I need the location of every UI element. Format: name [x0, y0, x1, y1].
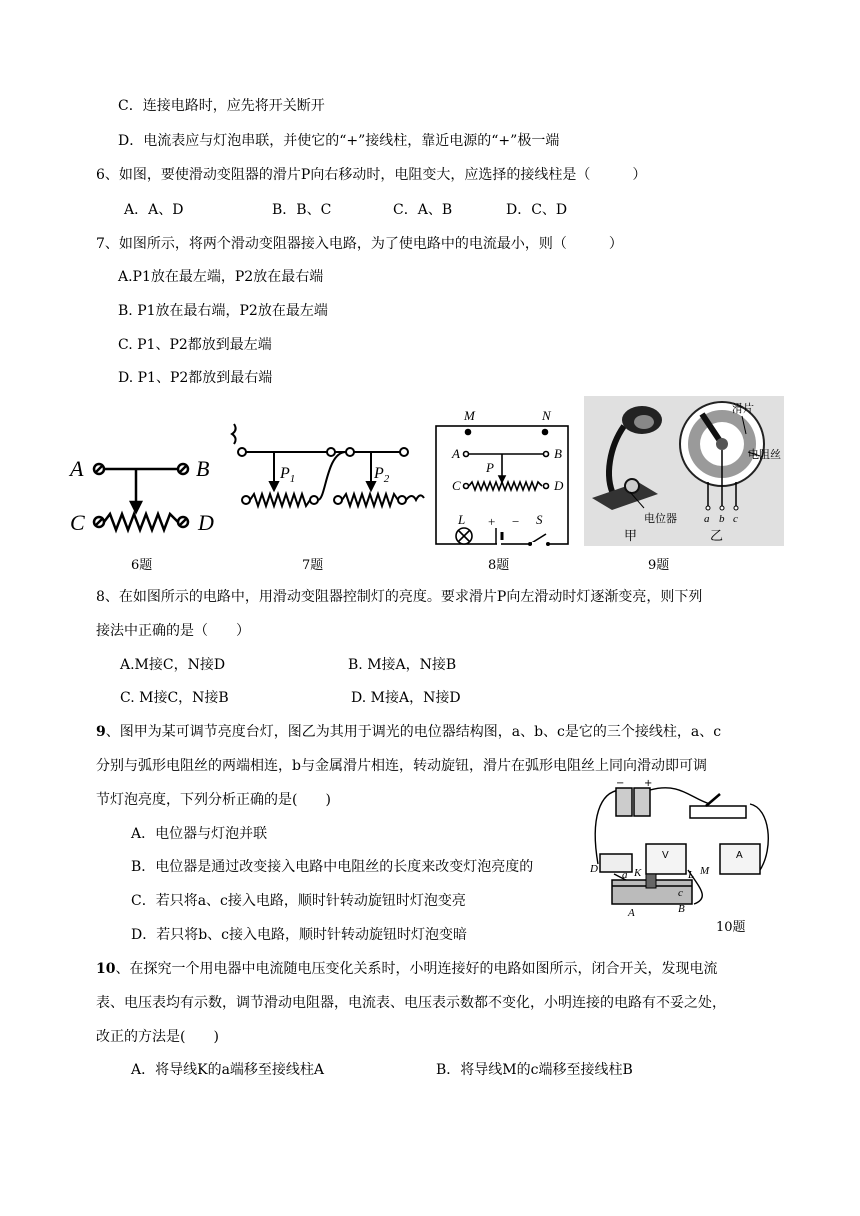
f6-label-d: D [198, 510, 214, 535]
caption-figure-10: 10题 [716, 920, 746, 935]
q7-option-d: D. P1、P2都放到最右端 [118, 370, 273, 386]
figure-9-potentiometer [584, 396, 784, 546]
f10-label-b: B [678, 903, 685, 915]
ammeter [720, 844, 760, 874]
q6-option-d: D．C、D [506, 202, 568, 218]
f10-battery-plus: + [644, 778, 653, 789]
f10-label-d: D [590, 863, 598, 875]
f7-label-p1: $P_1$ [280, 465, 296, 485]
q9-stem-line3: 节灯泡亮度，下列分析正确的是( ) [96, 792, 331, 808]
q7-option-b: B. P1放在最右端，P2放在最左端 [118, 303, 328, 319]
q9-stem-line2: 分别与弧形电阻丝的两端相连，b与金属滑片相连，转动旋钮，滑片在弧形电阻丝上同向滑动即可调 [96, 758, 707, 774]
f9-label-yi: 乙 [710, 529, 724, 544]
q8-stem-line1: 8、在如图所示的电路中，用滑动变阻器控制灯的亮度。要求滑片P向左滑动时灯逐渐变亮，则下列 [96, 589, 703, 605]
f9-label-wire: 电阻丝 [748, 448, 781, 461]
switch [690, 794, 746, 818]
q9-option-a: A．电位器与灯泡并联 [131, 826, 268, 842]
f8-label-m: M [464, 408, 475, 423]
q10-stem-line2: 表、电压表均有示数，调节滑动电阻器，电流表、电压表示数都不变化，小明连接的电路有不妥之处， [96, 995, 726, 1011]
figure-7-two-rheostats [228, 420, 428, 515]
q9-option-d: D．若只将b、c接入电路，顺时针转动旋钮时灯泡变暗 [131, 927, 468, 943]
q8-option-a: A.M接C，N接D [120, 657, 226, 673]
q8-option-b: B. M接A，N接B [348, 657, 457, 673]
f9-label-jia: 甲 [624, 529, 638, 544]
figure-6-rheostat [66, 430, 226, 540]
f6-label-c: C [70, 510, 85, 535]
f8-label-d: D [554, 478, 564, 493]
q10-option-b: B．将导线M的c端移至接线柱B [436, 1062, 633, 1078]
q9-stem-text: 、图甲为某可调节亮度台灯，图乙为其用于调光的电位器结构图，a、b、c是它的三个接线柱，a、c [105, 724, 722, 740]
q10-option-a: A．将导线K的a端移至接线柱A [131, 1062, 325, 1078]
q5-option-c: C．连接电路时，应先将开关断开 [118, 98, 325, 114]
caption-figure-8: 8题 [488, 558, 510, 573]
f8-label-n: N [542, 408, 551, 423]
q8-option-d: D. M接A，N接D [351, 690, 461, 706]
q9-number: 9 [96, 724, 106, 740]
q6-option-c: C．A、B [393, 202, 453, 218]
f8-label-b: B [554, 446, 562, 461]
q8-option-c: C. M接C，N接B [120, 690, 229, 706]
f10-label-l: L [688, 869, 695, 881]
f10-label-a: A [628, 907, 635, 918]
f10-label-c-lower: c [678, 887, 683, 899]
q5-option-d: D．电流表应与灯泡串联，并使它的“+”接线柱，靠近电源的“+”极一端 [118, 133, 560, 149]
caption-figure-7: 7题 [302, 558, 324, 573]
q7-option-c: C. P1、P2都放到最左端 [118, 337, 272, 353]
battery-pack [616, 778, 652, 816]
f8-label-p: P [486, 460, 494, 475]
f7-label-p2: $P_2$ [374, 465, 390, 485]
q6-stem: 6、如图，要使滑动变阻器的滑片P向右移动时，电阻变大，应选择的接线柱是（ ） [96, 167, 647, 183]
q7-option-a: A.P1放在最左端，P2放在最右端 [118, 269, 324, 285]
f9-label-c: c [733, 513, 738, 525]
figure-10-circuit [590, 778, 776, 918]
f8-label-l: L [458, 512, 466, 527]
f10-ammeter-a: A [736, 850, 743, 861]
f6-label-a: A [70, 456, 84, 481]
f8-label-s: S [536, 512, 543, 527]
f8-label-c: C [452, 478, 461, 493]
q8-stem-line2: 接法中正确的是（ ） [96, 623, 250, 639]
f10-label-m: M [700, 865, 710, 877]
f9-label-device: 电位器 [644, 512, 677, 525]
caption-figure-9: 9题 [648, 558, 670, 573]
q10-stem-text: 、在探究一个用电器中电流随电压变化关系时，小明连接好的电路如图所示，闭合开关，发现电流 [115, 961, 718, 977]
q9-option-b: B．电位器是通过改变接入电路中电阻丝的长度来改变灯泡亮度的 [131, 859, 534, 875]
f8-label-plus: + [488, 514, 496, 529]
f9-label-a: a [704, 513, 710, 525]
f10-label-k: K [634, 867, 642, 879]
f10-battery-minus: − [616, 778, 625, 789]
f6-label-b: B [196, 456, 210, 481]
f9-label-b: b [719, 513, 725, 525]
q9-stem-line1 [96, 722, 721, 742]
q9-option-c: C．若只将a、c接入电路，顺时针转动旋钮时灯泡变亮 [131, 893, 466, 909]
f8-label-minus: − [512, 514, 520, 529]
voltmeter [646, 844, 686, 874]
q10-stem-line1 [96, 959, 717, 979]
q10-number: 10 [96, 961, 116, 977]
f8-label-a: A [452, 446, 460, 461]
q6-option-a: A．A、D [124, 202, 184, 218]
f10-label-a-lower: a [622, 869, 628, 881]
q6-option-b: B．B、C [272, 202, 332, 218]
figure-8-circuit [432, 406, 578, 552]
f10-voltmeter-v: V [662, 850, 669, 861]
q10-stem-line3: 改正的方法是( ) [96, 1029, 219, 1045]
caption-figure-6: 6题 [131, 558, 153, 573]
q7-stem: 7、如图所示，将两个滑动变阻器接入电路，为了使电路中的电流最小，则（ ） [96, 236, 623, 252]
f9-label-slider: 滑片 [732, 402, 754, 415]
